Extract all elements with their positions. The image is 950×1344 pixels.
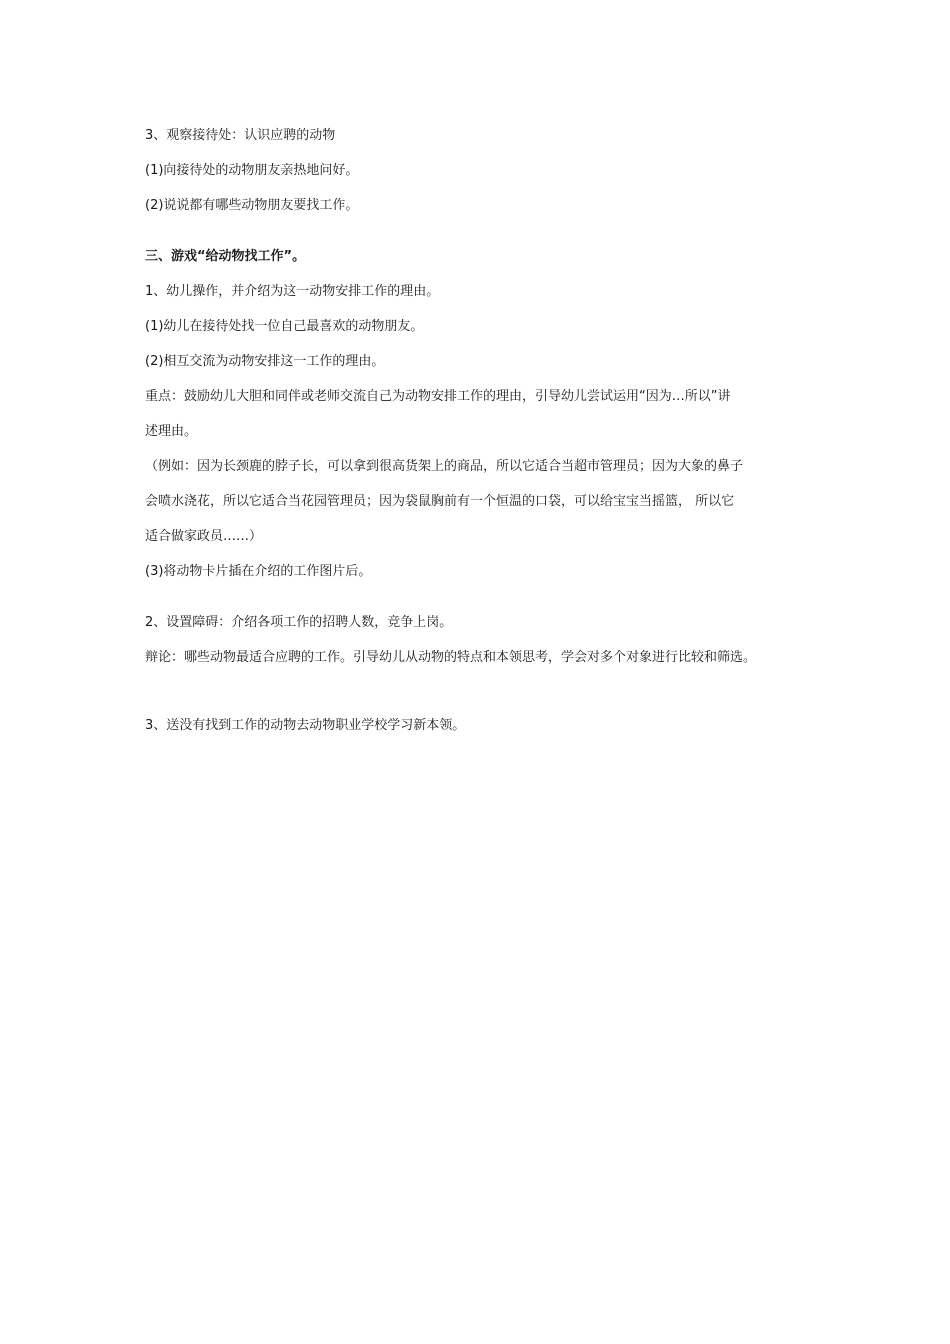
example-line: 适合做家政员……） [145, 529, 263, 544]
key-point-line: 述理由。 [145, 424, 198, 439]
example-line: （例如：因为长颈鹿的脖子长，可以拿到很高货架上的商品，所以它适合当超市管理员；因为大象的鼻子 [145, 459, 744, 474]
paragraph-line: (1)幼儿在接待处找一位自己最喜欢的动物朋友。 [145, 319, 424, 334]
paragraph-line: (1)向接待处的动物朋友亲热地问好。 [145, 163, 359, 178]
key-point-line: 重点：鼓励幼儿大胆和同伴或老师交流自己为动物安排工作的理由，引导幼儿尝试运用“因为…所以”讲 [145, 389, 731, 404]
step-2-heading: 2、设置障碍：介绍各项工作的招聘人数，竞争上岗。 [145, 615, 453, 630]
section-3-heading: 三、游戏“给动物找工作”。 [145, 249, 306, 264]
paragraph-line: (2)相互交流为动物安排这一工作的理由。 [145, 354, 385, 369]
document-body [145, 126, 825, 736]
step-3-final: 3、送没有找到工作的动物去动物职业学校学习新本领。 [145, 718, 466, 733]
paragraph-line: (3)将动物卡片插在介绍的工作图片后。 [145, 564, 372, 579]
paragraph-line: 1、幼儿操作，并介绍为这一动物安排工作的理由。 [145, 284, 440, 299]
example-line: 会喷水浇花，所以它适合当花园管理员；因为袋鼠胸前有一个恒温的口袋，可以给宝宝当摇篮， 所以它 [145, 494, 735, 509]
debate-line: 辩论：哪些动物最适合应聘的工作。引导幼儿从动物的特点和本领思考，学会对多个对象进行比较和筛选。 [145, 650, 757, 665]
step-3-heading: 3、观察接待处：认识应聘的动物 [145, 128, 336, 143]
paragraph-line: (2)说说都有哪些动物朋友要找工作。 [145, 198, 359, 213]
